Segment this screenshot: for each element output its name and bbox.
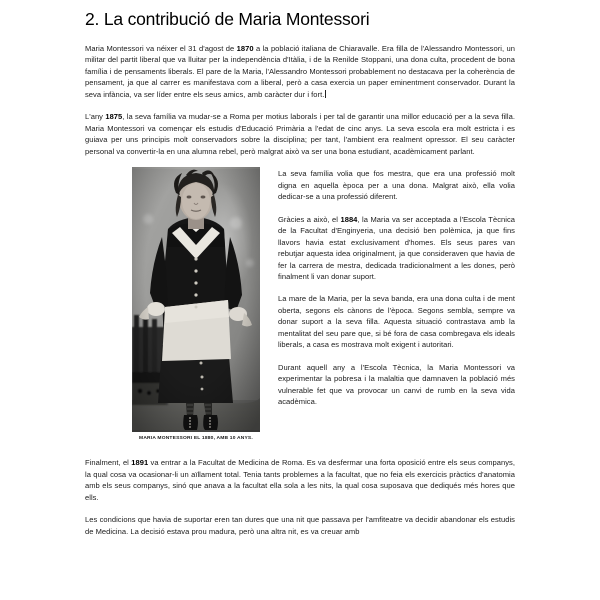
page-title: 2. La contribució de Maria Montessori [85, 9, 370, 29]
paragraph-1-text-a: Maria Montessori va néixer el 31 d'agost de [85, 44, 237, 53]
paragraph-7 [85, 457, 515, 503]
paragraph-2 [85, 111, 515, 157]
paragraph-6: Durant aquell any a l'Escola Tècnica, la Maria Montessori va experimentar la pobresa i la malaltia que damnaven la població més vulnerable fet que va provocar un canvi de rumb en la seva vida acadèmica. [278, 362, 515, 407]
figure-caption: MARIA MONTESSORI EL 1880, AMB 10 ANYS. [139, 436, 253, 442]
paragraph-4-text-a: Gràcies a això, el [278, 214, 341, 224]
paragraph-1 [85, 43, 515, 100]
paragraph-2-text-a: L'any [85, 112, 106, 122]
paragraph-3: La seva família volia que fos mestra, que era una professió molt digna en aquella època per a una dona. Malgrat això, ella volia dedicar-se a una professió diferent. [278, 169, 515, 202]
year-1884: 1884 [340, 214, 358, 224]
paragraph-7-text-a: Finalment, el [85, 458, 132, 468]
paragraph-4-text-b: , la Maria va ser acceptada a l'Escola Tècnica de la Facultat d'Enginyeria, una decisió ben polèmica, ja que fins llavors havia estat exclusivament d'homes. Els seus pares van rebutjar aquesta idea originalment, ja que consideraven que havia de fer la carrera de mestra, dedicada tradicionalment a les dones, però finalment li van donar suport. [278, 214, 515, 281]
paragraph-2-text-b: , la seva família va mudar-se a Roma per motius laborals i per tal de garantir una millor educació per a la seva filla. Maria Montessori va començar els estudis d'Educació Primària a l'edat de cinc anys. La seva escola era molt estricta i es guiava per uns principis molt conservadors sobre la disciplina; per tant, l'ambient era realment opressor. El seu caràcter personal va convertir-la en una alumna rebel, però malgrat això va ser una bona estudiant, acadèmicament parlant. [85, 112, 515, 156]
year-1875: 1875 [105, 112, 123, 122]
paragraph-5: La mare de la Maria, per la seva banda, era una dona culta i de ment oberta, segons els cànons de l'època. Segons sembla, sempre va donar suport a la seva filla. Aquesta situació contrastava amb la mentalitat del seu pare que, si bé fora de casa combregava els ideals liberals, a casa es mostrava molt exigent i autoritari. [278, 294, 515, 350]
paragraph-1-text-b: a la població italiana de Chiaravalle. Era filla de l'Alessandro Montessori, un militar del partit liberal que va lluitar per la independència d'Itàlia, i de la Renilde Stoppani, una dona culta, procedent de bona família i de pensaments liberals. El pare de la Maria, l'Alessandro Montessori probablement no destacava per la coherència de pensament, ja que al carrer es manifestava com a liberal, però a casa exercia un paper eminentment conservador. Durant la seva infància, va ser líder entre els seus amics, amb caràcter dur i fort. [85, 44, 515, 99]
paragraph-8: Les condicions que havia de suportar eren tan dures que una nit que passava per l'amfiteatre va decidir abandonar els estudis de Medicina. La decisió estava prou madura, però una altra nit, es va creuar amb [85, 515, 515, 536]
text-cursor [325, 90, 326, 98]
figure-maria-montessori-child [132, 167, 260, 441]
year-1870: 1870 [236, 44, 254, 53]
year-1891: 1891 [131, 458, 149, 468]
paragraph-7-text-b: va entrar a la Facultat de Medicina de Roma. Es va desfermar una forta oposició entre els seus companys, la qual cosa va ocasionar-li un aïllament total. Tenia tants problemes a la facultat, que no feia els exercicis pràctics d'anatomia amb els seus companys, sinó que anava a la facultat ella sola a les nits, la qual cosa suposava que dediqués més hores que ells. [85, 458, 515, 502]
photograph-image [132, 167, 260, 432]
